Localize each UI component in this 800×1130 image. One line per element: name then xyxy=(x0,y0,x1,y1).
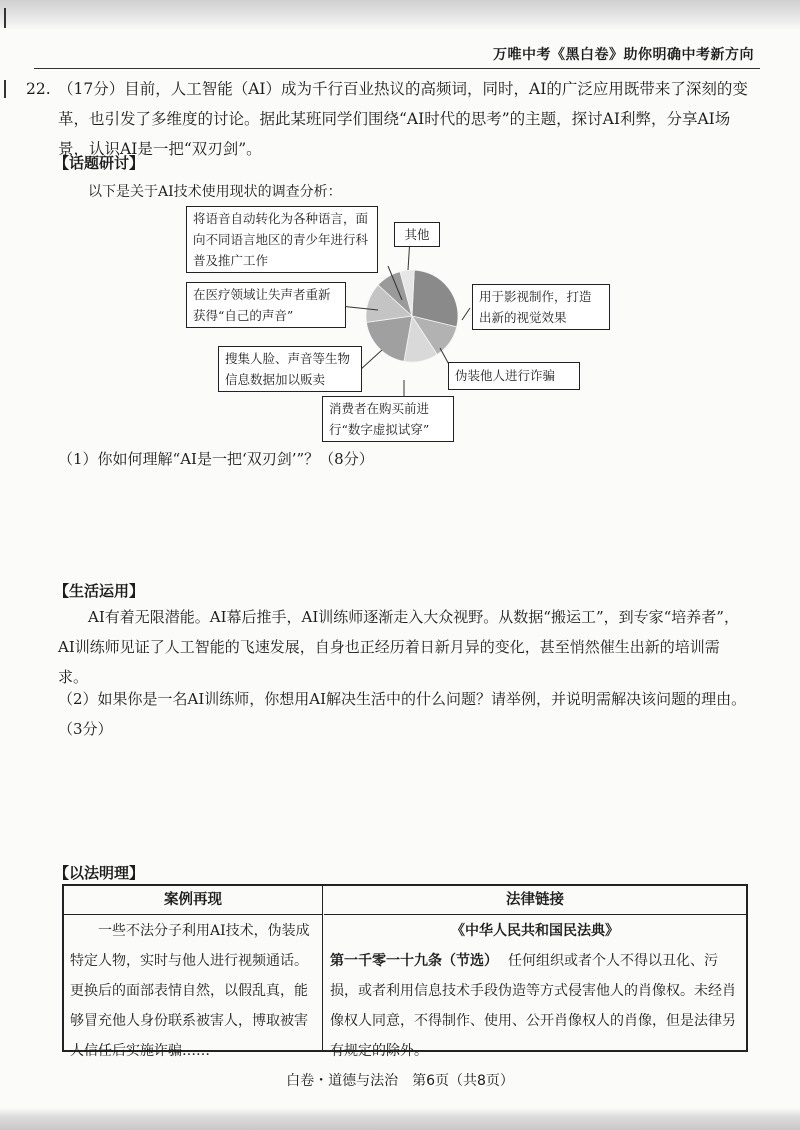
chart-intro: 以下是关于AI技术使用现状的调查分析： xyxy=(88,184,342,200)
law-column xyxy=(324,886,746,1059)
law-heading: 法律链接 xyxy=(324,886,746,915)
case-heading: 案例再现 xyxy=(64,886,322,915)
section-heading-topic: 【话题研讨】 xyxy=(54,154,145,172)
law-clause xyxy=(330,946,740,1066)
life-paragraph: AI有着无限潜能。AI幕后推手，AI训练师逐渐走入大众视野。从数据“搬运工”，到专家“培养者”，AI训练师见证了人工智能的飞速发展，自身也正经历着日新月异的变化，甚至悄然催生出新的培训需求。 xyxy=(58,608,739,686)
scan-top-edge xyxy=(0,0,800,30)
page-header-title: 万唯中考《黑白卷》助你明确中考新方向 xyxy=(493,47,754,63)
callout-tryon: 消费者在购买前进行“数字虚拟试穿” xyxy=(322,396,454,442)
question-2: （2）如果你是一名AI训练师，你想用AI解决生活中的什么问题？请举例，并说明需解决该问题的理由。（3分） xyxy=(58,690,747,738)
question-intro: （17分）目前，人工智能（AI）成为千行百业热议的高频词，同时，AI的广泛应用既带来了深刻的变革，也引发了多维度的讨论。据此某班同学们围绕“AI时代的思考”的主题，探讨AI利弊，分享AI场景，认识AI是一把“双刃剑”。 xyxy=(58,80,748,158)
case-column xyxy=(64,886,323,1059)
page-footer: 白卷・道德与法治 第6页（共8页） xyxy=(286,1073,514,1089)
callout-film: 用于影视制作，打造出新的视觉效果 xyxy=(472,284,610,330)
law-text: 任何组织或者个人不得以丑化、污损，或者利用信息技术手段伪造等方式侵害他人的肖像权。未经肖像权人同意，不得制作、使用、公开肖像权人的肖像，但是法律另有规定的除外。 xyxy=(330,953,736,1059)
law-body xyxy=(330,916,740,1066)
callout-language: 将语音自动转化为各种语言，面向不同语言地区的青少年进行科普及推广工作 xyxy=(186,206,378,273)
law-table xyxy=(62,884,748,1059)
callout-medical: 在医疗领域让失声者重新获得“自己的声音” xyxy=(186,282,346,328)
binding-mark xyxy=(4,8,6,28)
leader-line xyxy=(462,308,470,320)
header-divider xyxy=(34,68,760,69)
scan-bottom-edge xyxy=(0,1108,800,1130)
section-heading-life: 【生活运用】 xyxy=(54,582,145,600)
callout-biodata: 搜集人脸、声音等生物信息数据加以贩卖 xyxy=(218,346,362,392)
pie-slice xyxy=(366,316,412,361)
law-article: 第一千零一十九条（节选） xyxy=(330,953,498,969)
question-1: （1）你如何理解“AI是一把‘双刃剑’”？（8分） xyxy=(58,450,374,468)
callout-fraud: 伪装他人进行诈骗 xyxy=(448,362,580,390)
binding-mark xyxy=(4,80,6,98)
callout-other: 其他 xyxy=(394,222,440,247)
survey-chart xyxy=(0,200,800,440)
law-title: 《中华人民共和国民法典》 xyxy=(451,923,619,939)
leader-line xyxy=(360,350,382,370)
case-text: 一些不法分子利用AI技术，伪装成特定人物，实时与他人进行视频通话。更换后的面部表情自然，以假乱真，能够冒充他人身份联系被害人，博取被害人信任后实施诈骗…… xyxy=(70,923,310,1059)
section-heading-law: 【以法明理】 xyxy=(54,864,145,882)
question-number: 22. xyxy=(26,80,51,98)
